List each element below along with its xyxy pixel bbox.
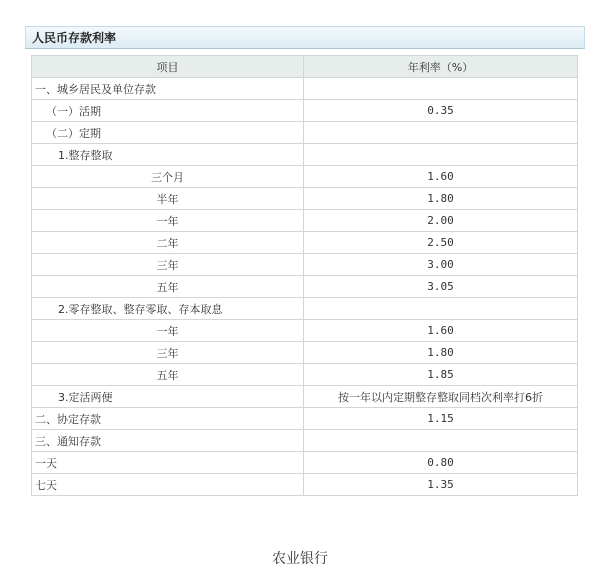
table-row (32, 452, 578, 474)
table-row (32, 166, 578, 188)
table-row (32, 298, 578, 320)
row-item: 七天 (32, 474, 304, 496)
row-rate: 1.80 (304, 188, 578, 210)
table-row (32, 122, 578, 144)
row-rate (304, 298, 578, 320)
table-row (32, 408, 578, 430)
column-header-item: 项目 (32, 56, 304, 78)
row-item: 3.定活两便 (32, 386, 304, 408)
row-rate (304, 78, 578, 100)
table-row (32, 386, 578, 408)
table-row (32, 474, 578, 496)
row-rate: 1.60 (304, 166, 578, 188)
row-rate (304, 122, 578, 144)
table-row (32, 232, 578, 254)
bank-name-caption: 农业银行 (272, 551, 328, 567)
table-row (32, 100, 578, 122)
row-item: 二年 (32, 232, 304, 254)
row-item: 一年 (32, 320, 304, 342)
deposit-rate-table (31, 55, 578, 496)
row-item: 一天 (32, 452, 304, 474)
row-item: 一年 (32, 210, 304, 232)
row-rate: 2.50 (304, 232, 578, 254)
table-row (32, 430, 578, 452)
row-item: （二）定期 (32, 122, 304, 144)
table-row (32, 78, 578, 100)
row-rate (304, 430, 578, 452)
row-item: （一）活期 (32, 100, 304, 122)
row-rate: 0.80 (304, 452, 578, 474)
table-row (32, 320, 578, 342)
table-header-row (32, 56, 578, 78)
table-row (32, 276, 578, 298)
row-item: 五年 (32, 276, 304, 298)
row-rate: 1.80 (304, 342, 578, 364)
table-row (32, 188, 578, 210)
row-item: 三年 (32, 254, 304, 276)
row-item: 1.整存整取 (32, 144, 304, 166)
row-rate: 3.00 (304, 254, 578, 276)
deposit-rate-panel (25, 26, 585, 496)
rate-table-wrapper (31, 55, 577, 496)
row-item: 2.零存整取、整存零取、存本取息 (32, 298, 304, 320)
row-item: 三年 (32, 342, 304, 364)
row-rate: 0.35 (304, 100, 578, 122)
row-item: 一、城乡居民及单位存款 (32, 78, 304, 100)
row-rate: 3.05 (304, 276, 578, 298)
row-item: 五年 (32, 364, 304, 386)
row-item: 半年 (32, 188, 304, 210)
row-rate (304, 144, 578, 166)
row-item: 二、协定存款 (32, 408, 304, 430)
row-rate: 1.85 (304, 364, 578, 386)
table-row (32, 144, 578, 166)
row-rate: 1.60 (304, 320, 578, 342)
row-rate: 1.15 (304, 408, 578, 430)
row-rate: 按一年以内定期整存整取同档次利率打6折 (304, 386, 578, 408)
column-header-rate: 年利率（%） (304, 56, 578, 78)
row-item: 三个月 (32, 166, 304, 188)
row-item: 三、通知存款 (32, 430, 304, 452)
row-rate: 1.35 (304, 474, 578, 496)
table-row (32, 342, 578, 364)
panel-title: 人民币存款利率 (25, 26, 585, 49)
table-row (32, 210, 578, 232)
table-row (32, 364, 578, 386)
row-rate: 2.00 (304, 210, 578, 232)
table-row (32, 254, 578, 276)
